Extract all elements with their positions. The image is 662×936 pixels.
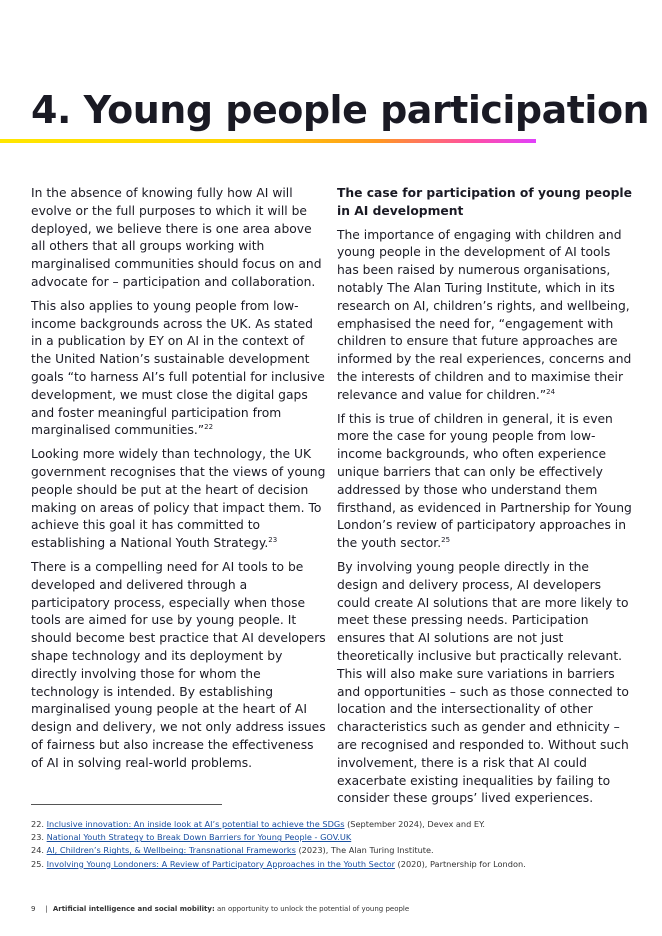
footnote-link[interactable]: Inclusive innovation: An inside look at AI’s potential to achieve the SDGs <box>46 819 345 829</box>
footer-subtitle: an opportunity to unlock the potential of young people <box>214 905 410 913</box>
footer-separator: | <box>45 905 48 913</box>
page-footer <box>31 905 409 913</box>
footnote: 23. National Youth Strategy to Break Down Barriers for Young People - GOV.UK <box>31 832 352 843</box>
body-paragraph: In the absence of knowing fully how AI will evolve or the full purposes to which it will be deployed, we believe there is one area above all others that all groups working with marginalised communities should focus on and advocate for – participation and collaboration. <box>31 186 322 289</box>
page-title: 4. Young people participation <box>31 88 650 132</box>
body-paragraph: There is a compelling need for AI tools to be developed and delivered through a participatory process, especially when those tools are aimed for use by young people. It should become best practice that AI developers shape technology and its deployment by directly involving those for whom the technology is intended. By establishing marginalised young people at the heart of AI design and delivery, we not only address issues of fairness but also increase the effectiveness of AI in solving real-world problems. <box>31 559 326 770</box>
footnote-ref[interactable]: 25 <box>441 536 451 545</box>
right-column <box>337 185 633 814</box>
footnote-link[interactable]: Involving Young Londoners: A Review of Participatory Approaches in the Youth Sector <box>46 858 395 869</box>
left-column <box>31 185 327 779</box>
footnote-link[interactable]: National Youth Strategy to Break Down Barriers for Young People - GOV.UK <box>46 832 352 843</box>
body-paragraph: Looking more widely than technology, the UK government recognises that the views of young people should be put at the heart of decision making on areas of policy that impact them. To achieve this goal it has committed to establishing a National Youth Strategy.$^{23}$ <box>31 447 326 551</box>
body-paragraph: If this is true of children in general, it is even more the case for young people from low-income backgrounds, who often experience unique barriers that can only be effectively addressed by those who understand them firsthand, as evidenced in Partnership for Young London’s review of participatory approaches in the youth sector.$^{25}$ <box>337 411 632 551</box>
title-accent-bar <box>0 139 536 143</box>
body-paragraph: This also applies to young people from low-income backgrounds across the UK. As stated in a publication by EY on AI in the context of the United Nation’s sustainable development goals “to harness AI’s full potential for inclusive development, we must close the digital gaps and foster meaningful participation from marginalised communities.”$^{22}$ <box>31 298 325 438</box>
page-number: 9 <box>31 905 36 913</box>
footnote-link[interactable]: AI, Children’s Rights, & Wellbeing: Transnational Frameworks <box>46 845 296 856</box>
footnotes <box>31 818 641 871</box>
footnote: 24. AI, Children’s Rights, & Wellbeing: Transnational Frameworks (2023), The Alan Turing Institute. <box>31 845 434 856</box>
body-paragraph: By involving young people directly in the design and delivery process, AI developers could create AI solutions that are more likely to meet these pressing needs. Participation ensures that AI solutions are not just theoretically inclusive but practically relevant. This will also make sure variations in barriers and opportunities – such as those connected to location and the intersectionality of other characteristics such as gender and ethnicity – are recognised and responded to. Without such involvement, there is a risk that AI could exacerbate existing inequalities by failing to consider these groups’ lived experiences. <box>337 559 629 806</box>
footnote-divider <box>31 804 222 805</box>
footnote-ref[interactable]: 24 <box>546 387 556 396</box>
body-paragraph: The importance of engaging with children and young people in the development of AI tools has been raised by numerous organisations, notably The Alan Turing Institute, which in its research on AI, children’s rights, and wellbeing, emphasised the need for, “engagement with children to ensure that future approaches are informed by the real experiences, concerns and the interests of children and to maximise their relevance and value for children.”$^{24}$ <box>337 227 632 402</box>
footnote-ref[interactable]: 23 <box>268 536 278 545</box>
footer-title: Artificial intelligence and social mobility: <box>52 905 215 913</box>
footnote: 22. Inclusive innovation: An inside look at AI’s potential to achieve the SDGs (September 2024), Devex and EY. <box>31 819 486 829</box>
footnote-ref[interactable]: 22 <box>204 423 214 432</box>
footnote: 25. Involving Young Londoners: A Review of Participatory Approaches in the Youth Sector (2020), Partnership for London. <box>31 858 526 869</box>
section-heading: The case for participation of young people in AI development <box>337 186 632 218</box>
